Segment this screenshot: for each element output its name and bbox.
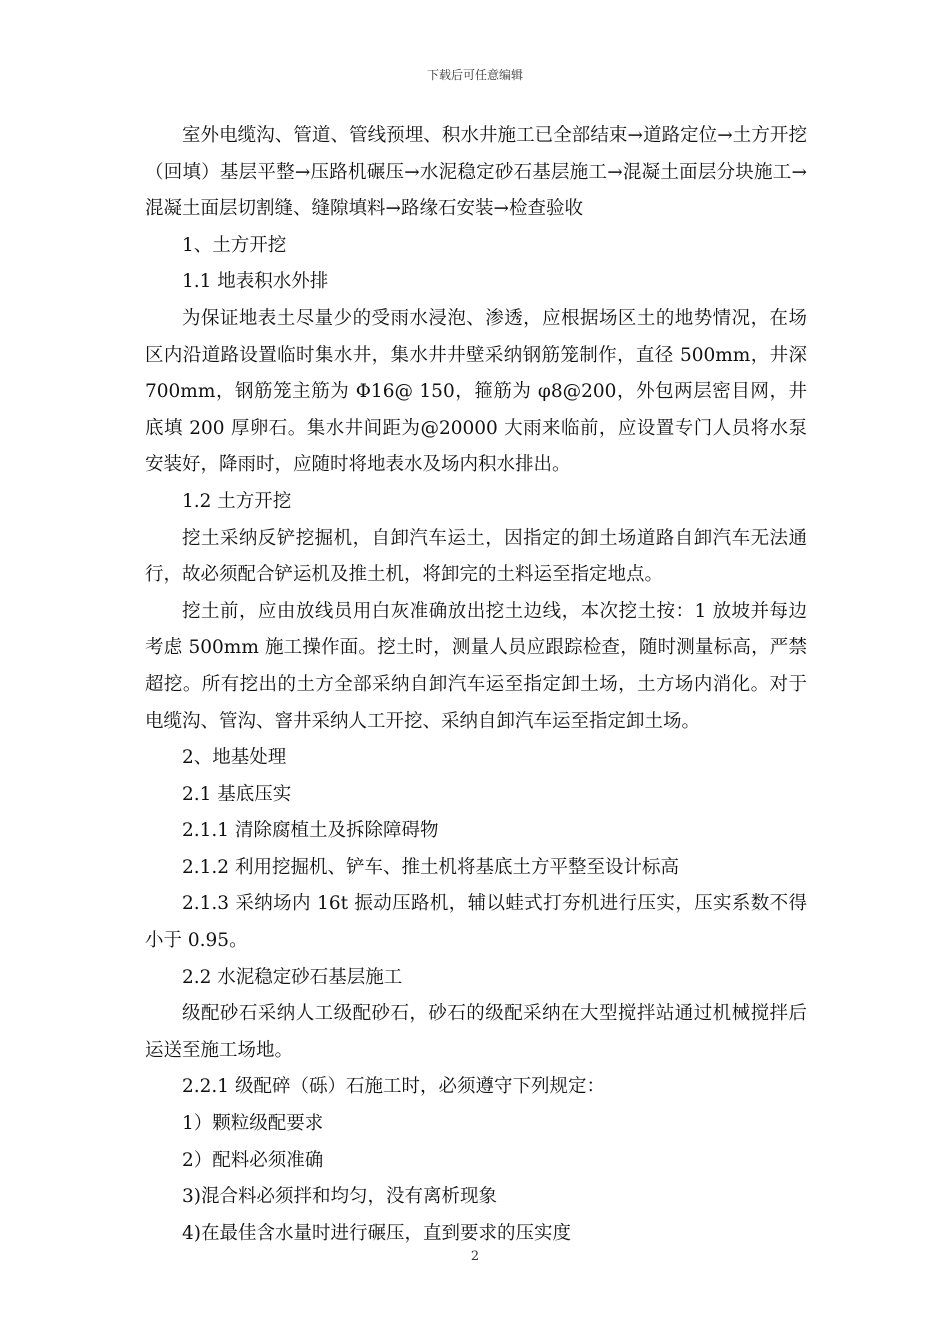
list-item-2-1-2: 2.1.2 利用挖掘机、铲车、推土机将基底土方平整至设计标高 bbox=[182, 856, 679, 878]
list-item-1: 1）颗粒级配要求 bbox=[182, 1113, 324, 1135]
heading-foundation-treatment: 2、地基处理 bbox=[182, 747, 287, 769]
list-item-2-1-1: 2.1.1 清除腐植土及拆除障碍物 bbox=[182, 820, 439, 842]
heading-earthwork-excavation: 1、土方开挖 bbox=[182, 234, 287, 256]
paragraph-excavation-procedure: 挖土前，应由放线员用白灰准确放出挖土边线，本次挖土按：1 放坡并每边考虑 500mm 施工操作面。挖土时，测量人员应跟踪检查，随时测量标高，严禁超挖。所有挖出的土方全部采纳自卸汽车运至指定卸土场，土方场内消化。对于电缆沟、管沟、窨井采纳人工开挖、采纳自卸汽车运至指定卸土场。 bbox=[145, 600, 807, 732]
page-number: 2 bbox=[470, 1249, 480, 1264]
heading-excavation: 1.2 土方开挖 bbox=[182, 490, 292, 512]
list-item-2: 2）配料必须准确 bbox=[182, 1149, 324, 1171]
paragraph-graded-gravel: 级配砂石采纳人工级配砂石，砂石的级配采纳在大型搅拌站通过机械搅拌后运送至施工场地。 bbox=[145, 1003, 807, 1061]
heading-cement-gravel-base: 2.2 水泥稳定砂石基层施工 bbox=[182, 966, 403, 988]
list-item-2-1-3: 2.1.3 采纳场内 16t 振动压路机，辅以蛙式打夯机进行压实，压实系数不得小于 0.95。 bbox=[145, 893, 807, 952]
list-item-2-2-1: 2.2.1 级配碎（砾）石施工时，必须遵守下列规定： bbox=[182, 1076, 605, 1098]
document-body bbox=[145, 118, 807, 1252]
page-header-note: 下载后可任意编辑 bbox=[426, 68, 523, 82]
list-item-4: 4)在最佳含水量时进行碾压，直到要求的压实度 bbox=[182, 1222, 571, 1244]
paragraph-surface-drainage: 为保证地表土尽量少的受雨水浸泡、渗透，应根据场区土的地势情况，在场区内沿道路设置临时集水井，集水井井壁采纳钢筋笼制作，直径 500mm，井深 700mm，钢筋笼主筋为 Φ16@ 150，箍筋为 φ8@200，外包两层密目网，井底填 200 厚卵石。集水井间距为@20000 大雨来临前，应设置专门人员将水泵安装好，降雨时，应随时将地表水及场内积水排出。 bbox=[145, 307, 807, 476]
paragraph-construction-sequence: 室外电缆沟、管道、管线预埋、积水井施工已全部结束→道路定位→土方开挖（回填）基层平整→压路机碾压→水泥稳定砂石基层施工→混凝土面层分块施工→混凝土面层切割缝、缝隙填料→路缘石安装→检查验收 bbox=[145, 125, 807, 220]
heading-surface-drainage: 1.1 地表积水外排 bbox=[182, 271, 329, 293]
list-item-3: 3)混合料必须拌和均匀，没有离析现象 bbox=[182, 1186, 497, 1208]
heading-base-compaction: 2.1 基底压实 bbox=[182, 783, 292, 805]
paragraph-excavation-equipment: 挖土采纳反铲挖掘机，自卸汽车运土，因指定的卸土场道路自卸汽车无法通行，故必须配合铲运机及推土机，将卸完的土料运至指定地点。 bbox=[145, 527, 807, 586]
